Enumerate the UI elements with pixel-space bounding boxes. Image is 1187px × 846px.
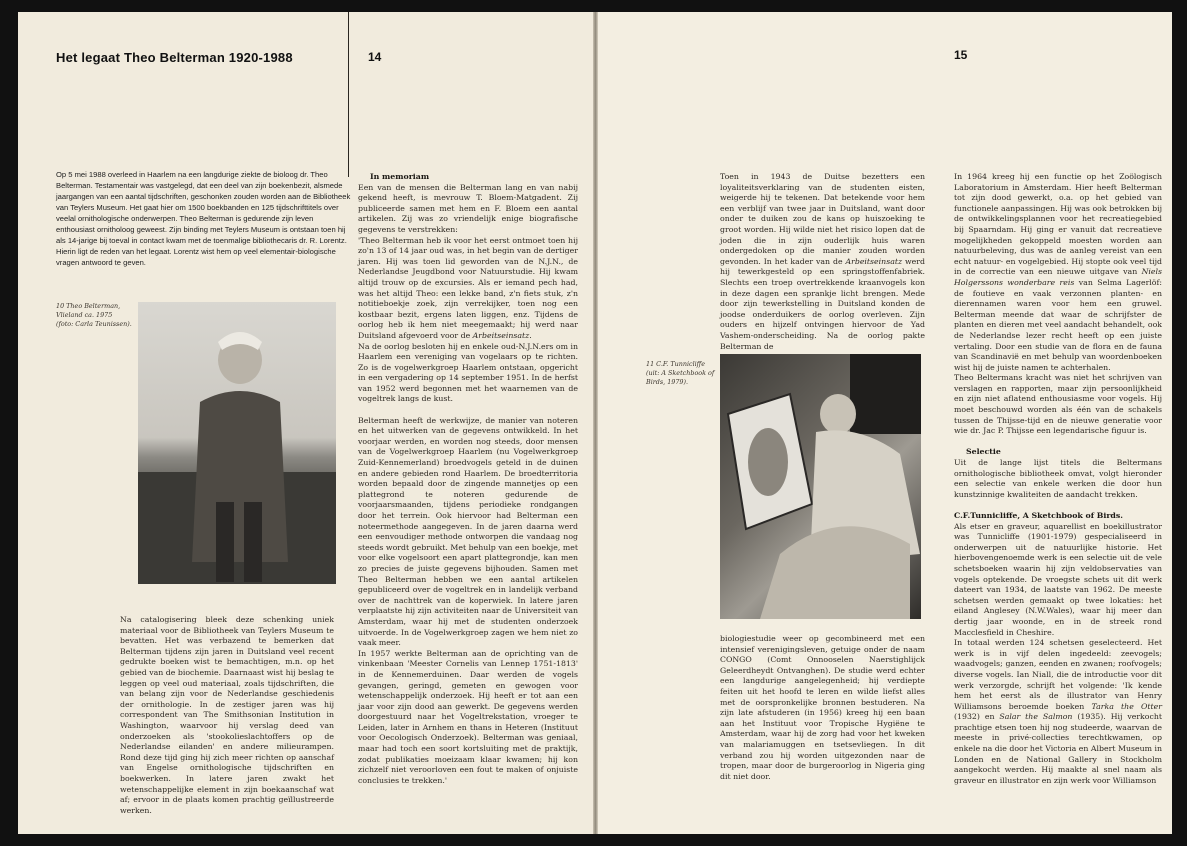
figure-caption-10	[56, 302, 136, 329]
paragraph: Theo Beltermans kracht was niet het schrijven van verslagen en rapporten, maar zijn persoonlijkheid en zijn niet aflatend enthousiasme voor vogels. Hij moet beschouwd worden als één van de schakels tussen de Thijsse-tijd en de nieuwe generatie voor wie dr. Jac P. Thijsse een legendarische figuur is.	[954, 373, 1162, 436]
caption-line: 10 Theo Belterman,	[56, 302, 121, 310]
right-column-b	[954, 172, 1162, 786]
paragraph-em: Niels Holgerssons wonderbare reis	[954, 267, 1162, 287]
paragraph-text: van Selma Lagerlöf: de foutieve en vaak verzonnen planten- en dierennamen waren voor hem een gruwel. Belterman meende dat waar de schrijfster de planten en dieren met veel aandacht behandelt, ook de Nederlandse lezer recht heeft op een juiste vertaling. Door een studie van de flora en de fauna van Scandinavië en met behulp van woordenboeken wist hij de juiste namen te achterhalen.	[954, 277, 1162, 372]
article-title: Het legaat Theo Belterman 1920-1988	[56, 50, 293, 65]
paragraph: Als etser en graveur, aquarellist en boekillustrator was Tunnicliffe (1901-1979) gespecialiseerd in onderwerpen uit de natuurlijke historie. Het hierbovengenoemde werk is een selectie uit de vele schetsboeken waarin hij zijn veldobservaties van vogels optekende. De vroegste schets uit dit werk dateert van 1934, de laatste van 1962. De meeste schetsen werden gemaakt op twee lokaties: het eiland Anglesey (N.W.Wales), waar hij meer dan dertig jaar woonde, en in de streek rond Macclesfield in Cheshire.	[954, 521, 1162, 637]
caption-line: (uit: A Sketchbook of	[646, 369, 715, 377]
right-column-a-top	[720, 172, 925, 352]
memoriam-heading: In memoriam	[370, 172, 430, 181]
left-page	[18, 12, 593, 834]
selectie-heading: Selectie	[966, 447, 1001, 457]
paragraph-em: Tarka the Otter	[1091, 701, 1162, 711]
right-page	[598, 12, 1172, 834]
memoriam-column	[358, 172, 578, 786]
right-column-a-bottom: biologiestudie weer op gecombineerd met een intensief verenigingsleven, getuige onder de naam CONGO (Comt Onnooselen Naerstighlijck Geleerdheydt Ontvanghen). De studie werd echter een langdurige aangelegenheid; hij verdiepte feiten uit het hoofd te leren en wilde liefst alles met de oorspronkelijke bronnen bestuderen. Na zijn late afstuderen (in 1956) kreeg hij een baan aan het Instituut voor Tropische Hygiëne te Amsterdam, waar hij de zorg had voor het kweken van malariamuggen en tsetsevliegen. In dit verband zou hij worden uitgezonden naar de tropen, maar door de burgeroorlog in Nigeria ging dit niet door.	[720, 634, 925, 781]
memoriam-paragraph: In 1957 werkte Belterman aan de oprichting van de vinkenbaan 'Meester Cornelis van Lennep 1751-1813' in de Kennemerduinen. Daar werden de vogels gevangen, geringd, gemeten en gewogen voor wetenschappelijk onderzoek. Hij heeft er tot aan een jaar voor zijn dood aan gewerkt. De gegevens werden doorgestuurd naar het Vogeltrekstation, vroeger te Leiden, later in Arnhem en thans in Heteren (Instituut voor Oecologisch Onderzoek). Belterman was geniaal, maar had toch een soort kortsluiting met de praktijk, zodat publikaties moeizaam klaar kwamen; hij kon zichzelf niet veroorloven een fout te maken of onjuiste conclusies te trekken.'	[358, 648, 578, 785]
paragraph-text: werd hij tewerkgesteld op een springstoffenfabriek. Slechts een troep overtrekkende kraanvogels kon in deze dagen een sprankje licht brengen. Mede door zijn tewerkstelling in Duitsland konden de joodse onderduikers de oorlog overleven. Zijn ouders en hijzelf ontvingen hiervoor de Yad Vashem-onderscheiding. Na de oorlog pakte Belterman de	[720, 256, 926, 351]
header-rule	[348, 12, 349, 177]
caption-line: Birds, 1979).	[646, 378, 689, 386]
memoriam-quote	[358, 236, 578, 342]
memoriam-quote-em: Arbeitseinsatz.	[472, 330, 532, 340]
paragraph	[720, 172, 925, 352]
paragraph-text: In totaal werden 124 schetsen geselecteerd. Het werk is in vijf delen ingedeeld: zeevogels; waadvogels; ganzen, eenden en zwanen; roofvogels; diverse vogels. Ian Niall, die de introductie voor dit werk verzorgde, schrijft het volgende: 'Ik kende hem het eerst als de illustrator van Henry Williamsons beroemde boeken	[954, 638, 1162, 711]
page-number-left: 14	[368, 50, 382, 64]
tunnicliffe-illustration	[720, 354, 921, 619]
paragraph-text: (1932) en	[954, 712, 995, 722]
portrait-illustration	[138, 302, 336, 584]
paragraph-text: In 1964 kreeg hij een functie op het Zoölogisch Laboratorium in Amsterdam. Hier heeft Belterman tot zijn dood gewerkt, o.a. op het gebied van functionele aanpassingen. Hij was ook betrokken bij de ontwikkelingsplannen voor het recreatiegebied bij Spaarndam. Hij ging er vanuit dat recreatieve mogelijkheden gekoppeld moesten worden aan natuurbeleving, dus was de aanleg vereist van een echt natuur- en vogelgebied. Hij stopte ook veel tijd in de correctie van een nieuwe uitgave van	[954, 172, 1162, 277]
paragraph: Uit de lange lijst titels die Beltermans ornithologische bibliotheek omvat, volgt hieronder een selectie van enkele werken die door hun kunstzinnige kwaliteiten de aandacht trekken.	[954, 458, 1162, 499]
memoriam-quote-text: 'Theo Belterman heb ik voor het eerst ontmoet toen hij zo'n 13 of 14 jaar oud was, in het begin van de dertiger jaren. Hij was toen lid geworden van de N.J.N., de Nederlandse Jeugdbond voor Natuurstudie. Hij kwam altijd trouw op de excursies. Als er iemand pech had, was het altijd Theo: een lekke band, z'n fiets stuk, z'n notitieboekje zoek, zijn verrekijker, toen nog een kostbaar bezit, ergens laten liggen, enz. Tijdens de oorlog heb ik hem niet meegemaakt; hij werd naar Duitsland afgevoerd voor de	[358, 235, 578, 340]
memoriam-paragraph: Een van de mensen die Belterman lang en van nabij gekend heeft, is mevrouw T. Bloem-Matgadent. Zij publiceerde samen met hem en F. Bloem een aantal artikelen. Zij was zo vriendelijk enige biografische gegevens te verstrekken:	[358, 182, 578, 234]
paragraph-em: Arbeitseinsatz	[845, 256, 903, 266]
tunnicliffe-heading: C.F.Tunnicliffe, A Sketchbook of Birds.	[954, 511, 1123, 520]
paragraph-em: Salar the Salmon	[999, 712, 1073, 722]
intro-text: Op 5 mei 1988 overleed in Haarlem na een langdurige ziekte de bioloog dr. Theo Belterman. Testamentair was vastgelegd, dat een deel van zijn boekenbezit, alsmede jaargangen van een aantal tijdschriften, geschonken zouden worden aan de Bibliotheek van Teylers Museum. Het gaat hier om 1500 boekbanden en 125 tijdschrifttitels over veelal ornithologische onderwerpen. Theo Belterman is gedurende zijn leven enthousiast ornitholoog geweest. Zijn binding met Teylers Museum is ontstaan toen hij als 14-jarige bij toeval in contact kwam met de toenmalige bibliothecaris dr. R. Lorentz. Hierin ligt de reden van het legaat. Lorentz wist hem op veel elementair-biologische vragen antwoord te geven.	[56, 170, 351, 267]
caption-line: Vlieland ca. 1975	[56, 311, 113, 319]
page-number-right: 15	[954, 48, 968, 62]
caption-line: 11 C.F. Tunnicliffe	[646, 360, 705, 368]
memoriam-paragraph: Na de oorlog besloten hij en enkele oud-N.J.N.ers om in Haarlem een vereniging van vogelaars op te richten. Zo is de vogelwerkgroep Haarlem ontstaan, opgericht in een vergadering op 14 september 1951. In de herfst van 1952 werd begonnen met het waarnemen van de vogeltrek langs de kust.	[358, 341, 578, 404]
paragraph	[954, 638, 1162, 786]
left-column-text: Na catalogisering bleek deze schenking uniek materiaal voor de Bibliotheek van Teylers Museum te bevatten. Het was verbazend te bemerken dat Belterman tijdens zijn jaren in Duitsland veel recent gedrukte boeken wist te bemachtigen, m.n. op het gebied van de biochemie. Daarnaast wist hij beslag te leggen op veel oud materiaal, zoals tijdschriften, die van belang zijn voor de Nederlandse geschiedenis der ornithologie. In de zestiger jaren was hij correspondent van The Smithsonian Institution in Washington, waarvoor hij verslag deed van onderzoeken als 'stookolieslachtoffers op de Nederlandse eilanden' en andere milieurampen. Rond deze tijd ging hij zich meer richten op aanschaf van Engelse ornithologische tijdschriften en boekwerken. In latere jaren zwakt het wetenschappelijke element in zijn boekaanschaf wat af; ervoor in de plaats komen prachtig geïllustreerde werken.	[120, 615, 334, 815]
paragraph-text: (1935). Hij verkocht prachtige etsen toen hij nog studeerde, waarvan de meeste in privé-collecties terechtkwamen, op enkele na die door het Victoria en Albert Museum in Londen en de National Gallery in Stockholm aangekocht werden. Hij maakte al snel naam als graveur en illustrator en zijn werk voor Williamson	[954, 712, 1162, 785]
paragraph	[954, 172, 1162, 373]
figure-caption-11	[646, 360, 718, 387]
photo-theo-belterman	[138, 302, 336, 584]
caption-line: (foto: Carla Teunissen).	[56, 320, 132, 328]
photo-tunnicliffe	[720, 354, 921, 619]
paragraph-text: Toen in 1943 de Duitse bezetters een loyaliteitsverklaring van de studenten eisten, weigerde hij te tekenen. Dat betekende voor hem een verblijf van twee jaar in Duitsland, want door onder te duiken zou de kans op huiszoeking te groot worden. Hij wilde niet het risico lopen dat de joden die in zijn ouderlijk huis waren ondergedoken op die manier zouden worden gevonden. In het kader van de	[720, 172, 925, 266]
memoriam-paragraph: Belterman heeft de werkwijze, de manier van noteren en het uitwerken van de gegevens ontwikkeld. In het voorjaar werden, en worden nog steeds, door mensen van de Vogelwerkgroep Haarlem (nu Vogelwerkgroep Zuid-Kennemerland) broedvogels geteld in de duinen en andere gebieden rond Haarlem. De broedterritoria worden bepaald door de zingende mannetjes op een plattegrond te noteren gedurende de voorjaarsmaanden, tijdens periodieke rondgangen door het terrein. Ook hiervoor had Belterman een noteermethode aangegeven. In de jaren daarna werd een eenvoudiger methode ontworpen die vandaag nog steeds wordt gebruikt. Met behulp van een boekje, met voor elke vogelsoort een apart plattegrondje, kan men zo precies de juiste gegevens bijhouden. Samen met Theo Belterman hebben we een aantal artikelen gepubliceerd over de vogeltrek en in landelijk verband over de nachttrek van de koperwiek. In latere jaren verplaatste hij zijn activiteiten naar de Universiteit van Amsterdam, waar hij met de studenten onderzoek uitvoerde. In de Vogelwerkgroep zagen we hem niet zo vaak meer.	[358, 415, 578, 648]
